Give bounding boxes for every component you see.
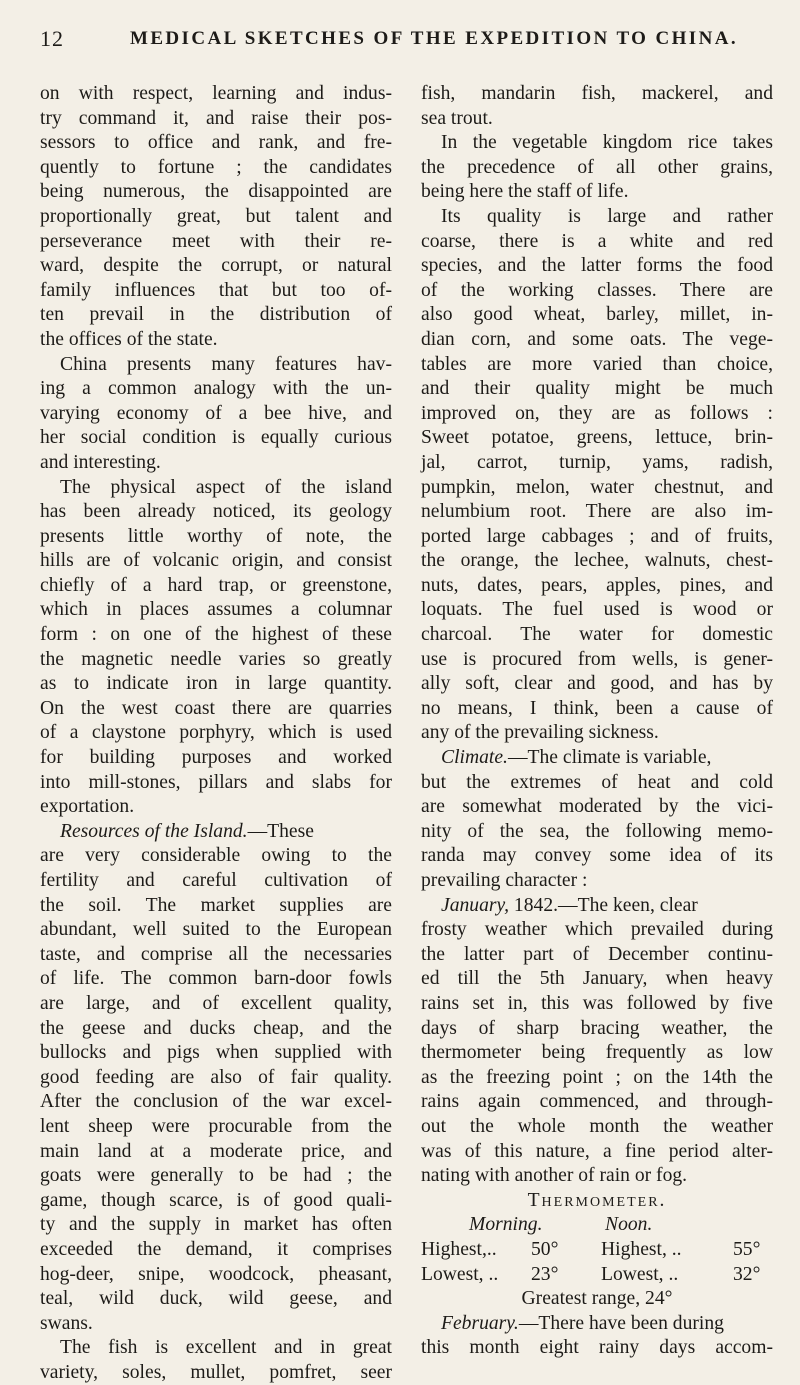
text-line: the offices of the state. [40,328,218,350]
text-line: frosty weather which prevailed during [421,919,773,941]
text-line: on with respect, learning and indus- [40,83,392,104]
text-line: and interesting. [40,451,161,473]
text-line: goats were generally to be had ; the [40,1165,392,1187]
text-line: the geese and ducks cheap, and the [40,1017,392,1039]
text-line: hog-deer, snipe, woodcock, pheasant, [40,1263,392,1285]
january-heading: January, [441,894,510,916]
text-line: being numerous, the disappointed are [40,181,392,203]
text-line: are very considerable owing to the [40,845,392,867]
text-line: out the whole month the weather [421,1115,773,1137]
text-line: improved on, they are as follows : [421,402,773,424]
text-line: variety, soles, mullet, pomfret, seer [40,1361,392,1383]
text-line: prevailing character : [421,870,588,891]
text-line: fertility and careful cultivation of [40,870,392,891]
text-line: but the extremes of heat and cold [421,771,773,793]
text-line: rains set in, this was followed by five [421,992,773,1014]
text-line: use is procured from wells, is gener- [421,648,773,670]
text-line: nity of the sea, the following memo- [421,820,773,842]
text-line: being here the staff of life. [421,181,629,203]
page-number: 12 [40,26,64,51]
text-line: ed till the 5th January, when heavy [421,968,773,990]
text-line: lent sheep were procurable from the [40,1115,392,1137]
morning-label: Morning. [469,1214,543,1236]
text-line: the soil. The market supplies are [40,894,392,916]
text-line: ty and the supply in market has often [40,1214,392,1236]
text-line: of life. The common barn-door fowls [40,968,392,990]
text-line: nuts, dates, pears, apples, pines, and [421,574,773,596]
text-line: family influences that but too of- [40,279,392,301]
right-column [421,82,773,1361]
text-line: rains again commenced, and through- [421,1091,773,1113]
text-line: loquats. The fuel used is wood or [421,599,773,621]
text-line: The physical aspect of the island [60,476,392,498]
text-line: tables are more varied than choice, [421,353,773,375]
table-cell: 32° [733,1263,761,1285]
text-line: her social condition is equally curious [40,427,392,449]
text-line: perseverance meet with their re- [40,230,392,252]
table-cell: Highest,.. [421,1238,497,1260]
text-line: After the conclusion of the war excel- [40,1091,392,1113]
thermometer-row [421,1238,773,1263]
table-cell: 50° [531,1238,559,1260]
february-heading-line [421,1312,773,1337]
text-line: hills are of volcanic origin, and consist [40,550,392,572]
thermometer-heading: Thermometer. [527,1189,667,1211]
text-line: game, though scarce, is of good quali- [40,1189,392,1211]
thermometer-row [421,1263,773,1288]
text-line: quently to fortune ; the candidates [40,156,392,178]
resources-heading-line [40,820,392,845]
january-heading-line [421,894,773,919]
text-line: the magnetic needle varies so greatly [40,648,392,670]
text-line: sessors to office and rank, and fre- [40,132,392,154]
text-line: ward, despite the corrupt, or natural [40,255,392,277]
text-line: species, and the latter forms the food [421,255,773,277]
text-line: also good wheat, barley, millet, in- [421,304,773,326]
table-cell: 55° [733,1238,761,1260]
text-line: of the working classes. There are [421,279,773,301]
text-run: —These [247,820,314,842]
climate-heading: Climate. [441,747,508,769]
text-line: for building purposes and worked [40,747,392,769]
thermometer-labels-row [421,1213,773,1238]
text-line: which in places assumes a columnar [40,599,392,621]
text-line: main land at a moderate price, and [40,1140,392,1162]
left-column [40,82,392,1385]
text-line: as the freezing point ; on the 14th the [421,1066,773,1088]
text-line: coarse, there is a white and red [421,230,773,252]
text-line: China presents many features hav- [60,353,392,375]
text-line: thermometer being frequently as low [421,1042,773,1064]
text-line: varying economy of a bee hive, and [40,402,392,424]
text-line: the precedence of all other grains, [421,156,773,178]
text-line: The fish is excellent and in great [60,1337,392,1359]
text-line: swans. [40,1312,93,1334]
table-cell: Lowest, .. [421,1263,499,1285]
text-line: ally soft, clear and good, and has by [421,673,773,695]
text-line: pumpkin, melon, water chestnut, and [421,476,773,498]
text-line: form : on one of the highest of these [40,624,392,646]
text-line: randa may convey some idea of its [421,845,773,867]
text-line: no means, I think, been a cause of [421,697,773,719]
text-line: jal, carrot, turnip, yams, radish, [421,451,773,473]
text-line: exceeded the demand, it comprises [40,1238,392,1260]
text-line: ten prevail in the distribution of [40,304,392,326]
text-line: into mill-stones, pillars and slabs for [40,771,392,793]
climate-heading-line [421,746,773,771]
text-line: nating with another of rain or fog. [421,1165,688,1187]
text-line: are large, and of excellent quality, [40,992,392,1014]
text-line: are somewhat moderated by the vici- [421,796,773,818]
text-line: fish, mandarin fish, mackerel, and [421,83,773,104]
text-line: as to indicate iron in large quantity. [40,673,392,695]
text-line: chiefly of a hard trap, or greenstone, [40,574,392,596]
greatest-range: Greatest range, 24° [521,1288,673,1310]
text-line: nelumbium root. There are also im- [421,501,773,523]
text-line: dian corn, and some oats. The vege- [421,328,773,350]
text-line: good feeding are also of fair quality. [40,1066,392,1088]
text-line: bullocks and pigs when supplied with [40,1042,392,1064]
resources-heading: Resources of the Island. [60,820,248,842]
running-head [40,26,760,52]
text-line: any of the prevailing sickness. [421,722,659,744]
text-line: abundant, well suited to the European [40,919,392,941]
text-line: try command it, and raise their pos- [40,107,392,129]
table-cell: Lowest, .. [601,1263,679,1285]
text-line: exportation. [40,796,135,818]
noon-label: Noon. [605,1214,653,1236]
text-line: charcoal. The water for domestic [421,624,773,646]
text-line: this month eight rainy days accom- [421,1337,773,1359]
text-line: presents little worthy of note, the [40,525,392,547]
text-line: proportionally great, but talent and [40,205,392,227]
text-line: days of sharp bracing weather, the [421,1017,773,1039]
text-line: In the vegetable kingdom rice takes [441,132,773,154]
text-line: taste, and comprise all the necessaries [40,943,392,965]
text-line: Sweet potatoe, greens, lettuce, brin- [421,427,773,449]
text-run: —The climate is variable, [507,747,712,769]
running-title: MEDICAL SKETCHES OF THE EXPEDITION TO CHINA. [130,28,738,49]
table-cell: 23° [531,1263,559,1285]
february-heading: February. [441,1312,519,1334]
text-line: Its quality is large and rather [441,205,773,227]
text-line: teal, wild duck, wild geese, and [40,1288,392,1310]
text-run: —There have been during [518,1312,724,1334]
text-line: the orange, the lechee, walnuts, chest- [421,550,773,572]
text-line: ing a common analogy with the un- [40,378,392,400]
text-line: sea trout. [421,107,493,129]
text-line: was of this nature, a fine period alter- [421,1140,773,1162]
text-line: of a claystone porphyry, which is used [40,722,392,744]
text-run: 1842.—The keen, clear [509,894,698,916]
table-cell: Highest, .. [601,1238,682,1260]
text-line: and their quality might be much [421,378,773,400]
text-line: has been already noticed, its geology [40,501,392,523]
text-line: On the west coast there are quarries [40,697,392,719]
text-line: ported large cabbages ; and of fruits, [421,525,773,547]
text-line: the latter part of December continu- [421,943,773,965]
